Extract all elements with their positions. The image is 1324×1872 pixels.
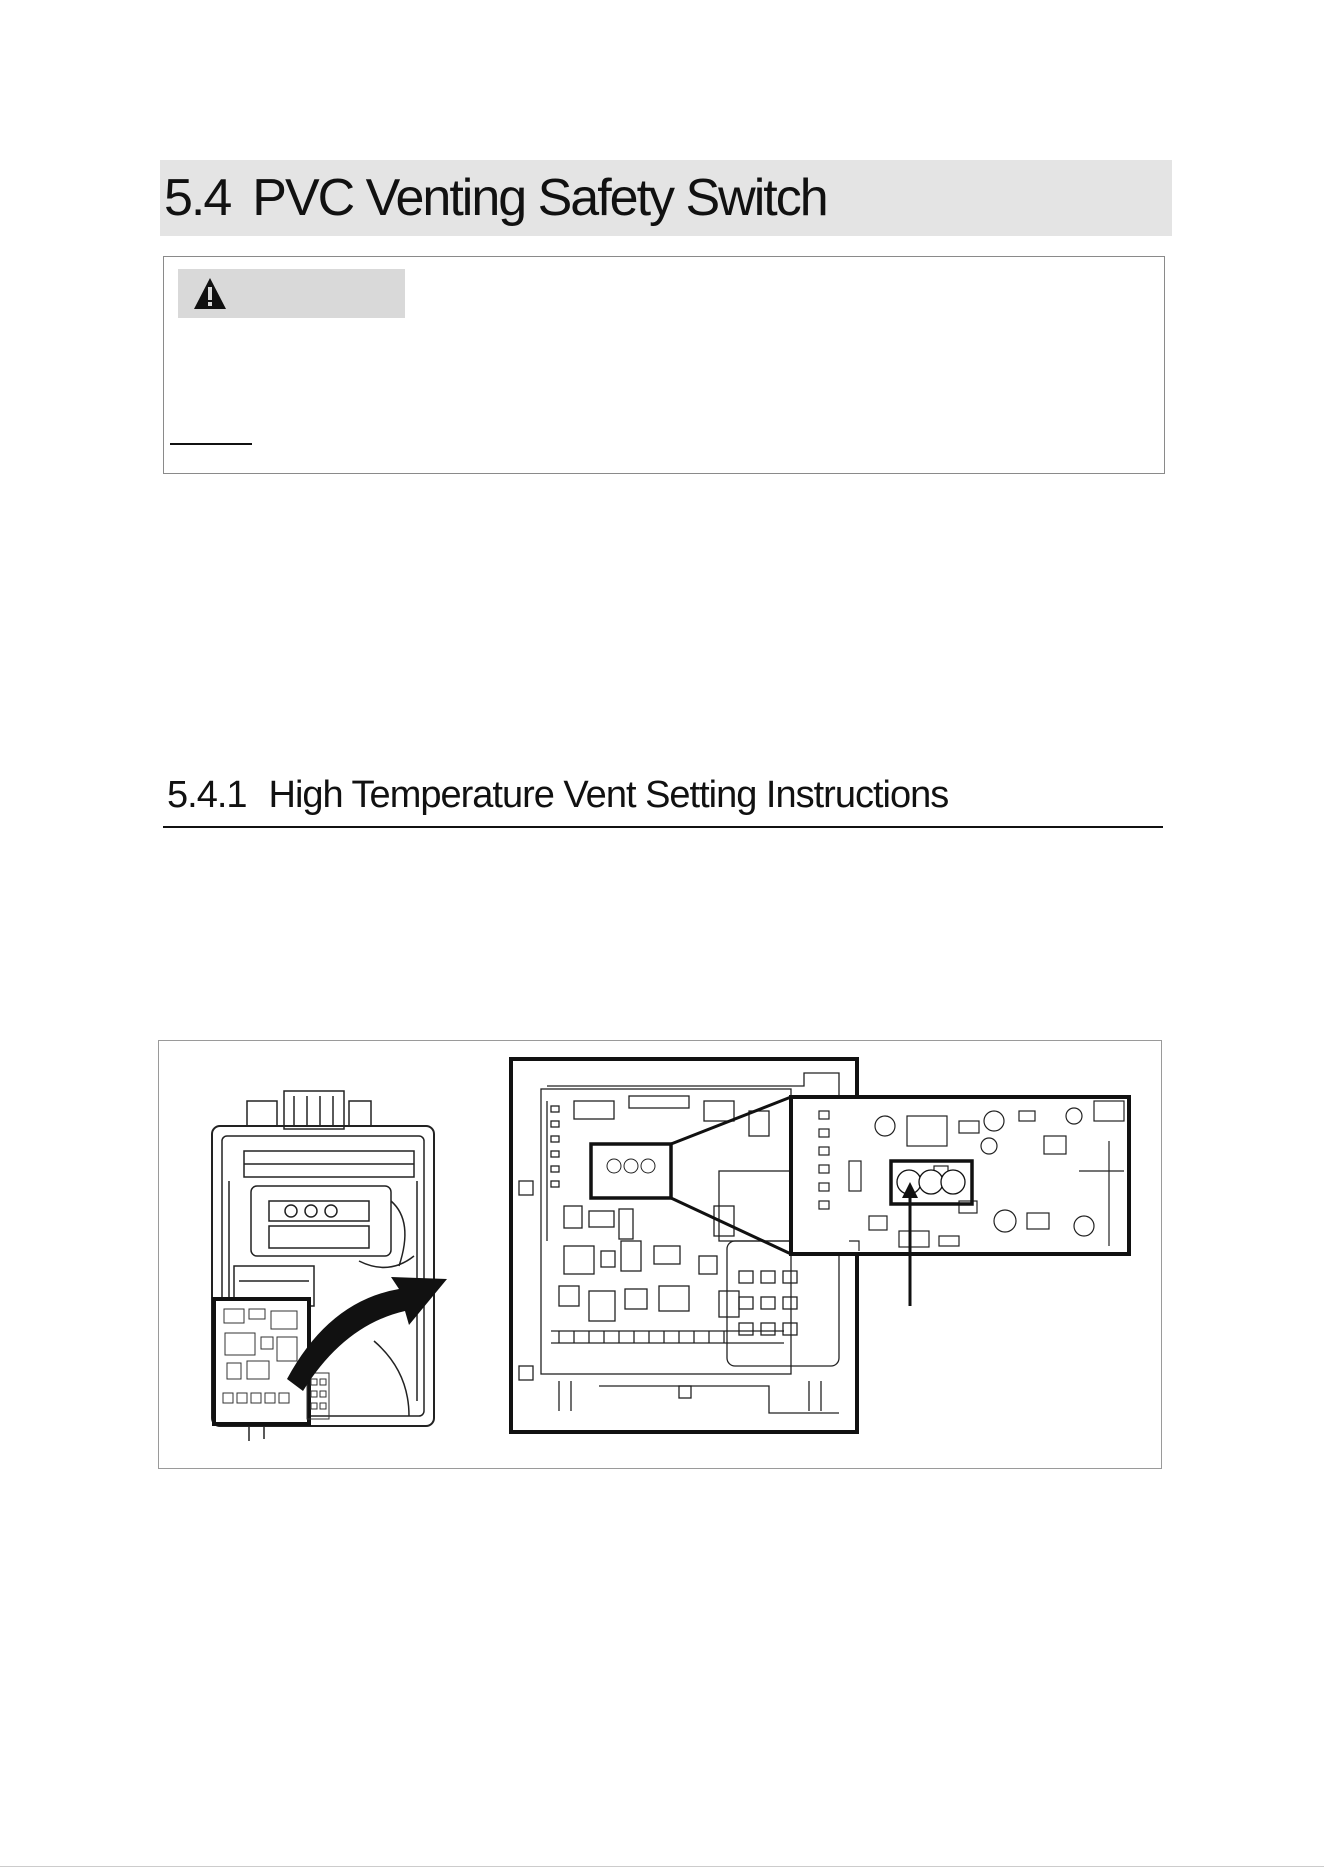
warning-box: [163, 256, 1165, 474]
subsection-title: [163, 770, 1163, 828]
section-number: 5.4: [164, 169, 231, 227]
subsection-number: 5.4.1: [167, 774, 247, 816]
figure-illustration: [159, 1041, 1163, 1470]
footer-rule: [0, 1866, 1324, 1867]
warning-triangle-icon: [192, 276, 228, 312]
subsection-title-text: High Temperature Vent Setting Instructions: [268, 774, 949, 816]
warning-label: [178, 269, 405, 318]
section-title: [160, 160, 1172, 236]
section-title-text: PVC Venting Safety Switch: [252, 169, 827, 227]
figure-frame: [158, 1040, 1162, 1469]
warning-underline: [170, 443, 252, 445]
